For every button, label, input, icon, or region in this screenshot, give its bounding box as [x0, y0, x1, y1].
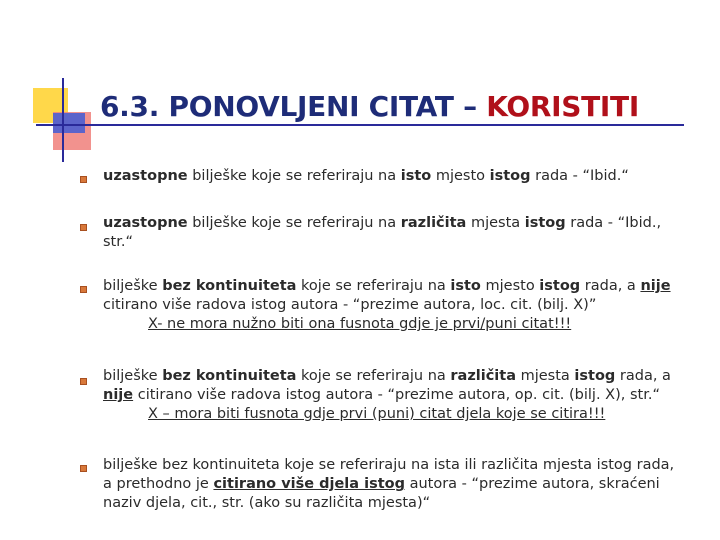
item-text: istog — [524, 215, 566, 231]
item-text: citirano više radova istog autora - “prezime autora, loc. cit. (bilj. X)” — [103, 297, 597, 313]
bullet-icon — [80, 176, 87, 183]
item-text: mjesto — [431, 168, 490, 184]
item-text: nije — [103, 387, 134, 403]
decor-vertical-line — [62, 78, 64, 162]
item-text: bez kontinuiteta — [162, 278, 297, 294]
title-main: 6.3. PONOVLJENI CITAT – — [100, 90, 477, 123]
item-text: isto — [450, 278, 481, 294]
item-text: autora - “prezime autora, skraćeni naziv djela, cit., str. (ako su različita mjesta)“ — [103, 476, 660, 511]
list-item-4 — [103, 367, 683, 424]
bullet-icon — [80, 378, 87, 385]
item-text: istog — [574, 368, 616, 384]
decor-horizontal-line — [36, 124, 684, 126]
item-text: bilješke bez kontinuiteta koje se referiraju na ista ili različita mjesta istog rada, a prethodno je — [103, 457, 675, 492]
item-text: rada - “Ibid.“ — [530, 168, 629, 184]
item-text: uzastopne — [103, 215, 188, 231]
item-text: bilješke koje se referiraju na — [187, 168, 401, 184]
item-text: različita — [400, 215, 467, 231]
item-text: isto — [400, 168, 432, 184]
item-text: rada - “Ibid., str.“ — [103, 215, 662, 250]
item-text: mjesta — [516, 368, 575, 384]
list-item-1 — [103, 167, 683, 186]
item-text: citirano više djela istog — [213, 476, 405, 492]
bullet-icon — [80, 286, 87, 293]
item-text: istog — [539, 278, 581, 294]
item-text: bez kontinuiteta — [162, 368, 297, 384]
item-text: koje se referiraju na — [296, 278, 451, 294]
footnote-note: X – mora biti fusnota gdje prvi (puni) citat djela koje se citira!!! — [148, 406, 606, 422]
item-text: bilješke — [103, 368, 163, 384]
bullet-icon — [80, 224, 87, 231]
item-text: rada, a — [615, 368, 671, 384]
item-text: mjesto — [480, 278, 540, 294]
item-text: bilješke — [103, 278, 163, 294]
item-text: citirano više radova istog autora - “prezime autora, op. cit. (bilj. X), str.“ — [133, 387, 660, 403]
list-item-3 — [103, 277, 683, 334]
slide-title — [100, 90, 639, 123]
item-text: različita — [450, 368, 516, 384]
item-text: koje se referiraju na — [296, 368, 451, 384]
list-item-2 — [103, 214, 683, 252]
title-highlight: KORISTITI — [486, 90, 639, 123]
footnote-note: X- ne mora nužno biti ona fusnota gdje je prvi/puni citat!!! — [148, 316, 572, 332]
item-text: istog — [489, 168, 531, 184]
item-text: nije — [640, 278, 671, 294]
list-item-5 — [103, 456, 683, 513]
decor-blue-square — [53, 113, 85, 133]
item-text: uzastopne — [103, 168, 188, 184]
item-text: mjesta — [466, 215, 525, 231]
item-text: rada, a — [580, 278, 641, 294]
item-text: bilješke koje se referiraju na — [187, 215, 401, 231]
bullet-icon — [80, 465, 87, 472]
